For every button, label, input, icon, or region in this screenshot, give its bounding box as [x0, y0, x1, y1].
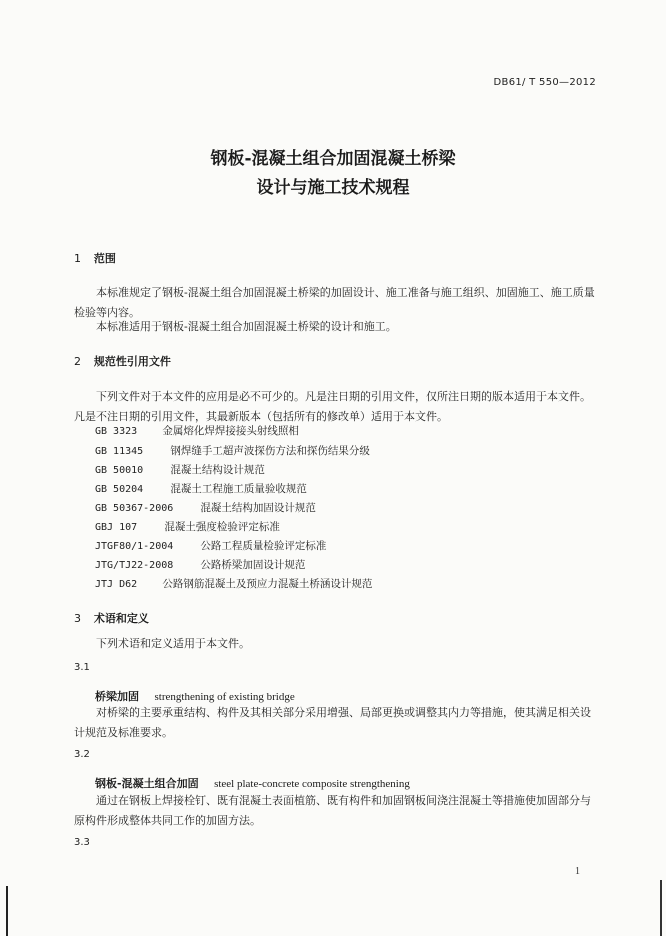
term-3-2-heading — [95, 775, 410, 791]
term-3-1-number: 3.1 — [74, 662, 90, 673]
reference-item — [95, 557, 305, 572]
term-english: steel plate-concrete composite strengthening — [214, 778, 410, 790]
section-title: 范围 — [93, 252, 116, 265]
section-number: 2 — [74, 355, 81, 368]
reference-item — [95, 423, 299, 438]
reference-code: JTGF80/1-2004 — [95, 541, 174, 552]
reference-title: 混凝土工程施工质量验收规范 — [170, 483, 307, 495]
reference-code: GB 3323 — [95, 426, 138, 437]
reference-code: GB 11345 — [95, 446, 144, 457]
reference-item — [95, 519, 280, 534]
reference-code: GB 50204 — [95, 484, 144, 495]
reference-code: JTJ D62 — [95, 579, 138, 590]
reference-title: 公路桥梁加固设计规范 — [200, 559, 306, 571]
scan-edge-left — [6, 886, 8, 936]
term-chinese: 钢板-混凝土组合加固 — [95, 777, 199, 790]
section-1-heading — [74, 250, 116, 266]
reference-code: GB 50010 — [95, 465, 144, 476]
reference-item — [95, 443, 370, 458]
reference-title: 混凝土结构加固设计规范 — [200, 502, 316, 514]
term-chinese: 桥梁加固 — [95, 690, 139, 703]
section-1-paragraph-1: 本标准规定了钢板-混凝土组合加固混凝土桥梁的加固设计、施工准备与施工组织、加固施工、施工质量检验等内容。 — [74, 286, 595, 319]
document-title-line-2: 设计与施工技术规程 — [256, 178, 410, 198]
section-title: 术语和定义 — [93, 612, 149, 625]
reference-code: GBJ 107 — [95, 522, 138, 533]
reference-item — [95, 481, 307, 496]
reference-title: 公路钢筋混凝土及预应力混凝土桥涵设计规范 — [162, 578, 373, 590]
section-2-intro: 下列文件对于本文件的应用是必不可少的。凡是注日期的引用文件，仅所注日期的版本适用于本文件。凡是不注日期的引用文件，其最新版本（包括所有的修改单）适用于本文件。 — [74, 390, 591, 423]
reference-code: JTG/TJ22-2008 — [95, 560, 174, 571]
term-3-2-definition: 通过在钢板上焊接栓钉、既有混凝土表面植筋、既有构件和加固钢板间浇注混凝土等措施使加固部分与原构件形成整体共同工作的加固方法。 — [74, 794, 591, 827]
reference-item — [95, 462, 265, 477]
section-2-heading — [74, 353, 171, 369]
scan-edge-right — [660, 880, 662, 936]
reference-title: 钢焊缝手工超声波探伤方法和探伤结果分级 — [170, 445, 370, 457]
section-number: 3 — [74, 612, 81, 625]
section-1-paragraph-2: 本标准适用于钢板-混凝土组合加固混凝土桥梁的设计和施工。 — [96, 320, 397, 333]
term-3-1-heading — [95, 688, 295, 704]
term-3-1-definition: 对桥梁的主要承重结构、构件及其相关部分采用增强、局部更换或调整其内力等措施，使其满足相关设计规范及标准要求。 — [74, 706, 591, 739]
reference-code: GB 50367-2006 — [95, 503, 174, 514]
document-title-line-1: 钢板-混凝土组合加固混凝土桥梁 — [210, 149, 456, 169]
term-3-3-number: 3.3 — [74, 837, 90, 848]
section-3-intro: 下列术语和定义适用于本文件。 — [96, 637, 250, 650]
term-3-2-number: 3.2 — [74, 749, 90, 760]
section-3-heading — [74, 610, 149, 626]
page-number: 1 — [575, 866, 580, 877]
reference-item — [95, 538, 326, 553]
term-english: strengthening of existing bridge — [154, 691, 295, 703]
standard-number: DB61/ T 550—2012 — [493, 77, 596, 88]
reference-title: 混凝土强度检验评定标准 — [164, 521, 280, 533]
reference-item — [95, 576, 372, 591]
section-number: 1 — [74, 252, 81, 265]
reference-title: 金属熔化焊焊接接头射线照相 — [162, 425, 299, 437]
section-title: 规范性引用文件 — [93, 355, 171, 368]
reference-item — [95, 500, 316, 515]
reference-title: 公路工程质量检验评定标准 — [200, 540, 327, 552]
reference-title: 混凝土结构设计规范 — [170, 464, 265, 476]
